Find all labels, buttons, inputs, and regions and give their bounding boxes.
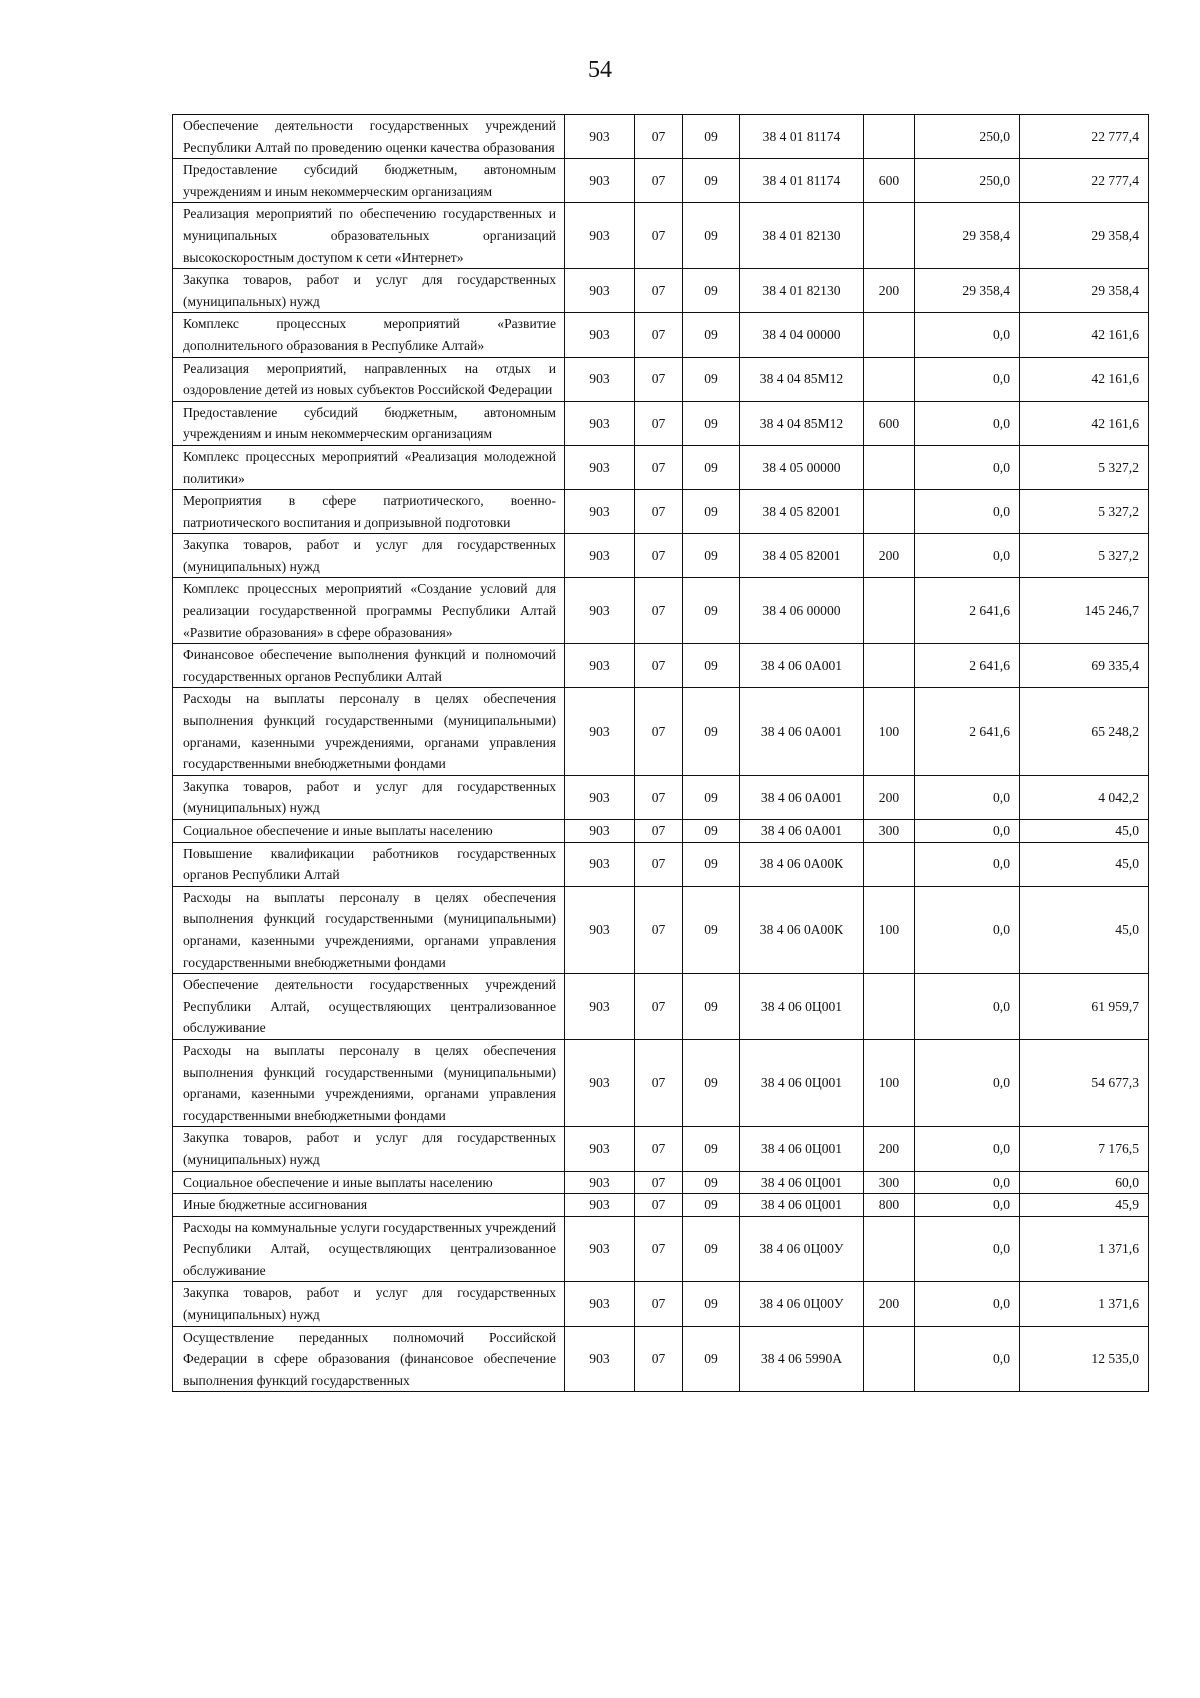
row-name-cell: Расходы на коммунальные услуги государственных учреждений Республики Алтай, осуществляющих централизованное обслуживание [173, 1216, 565, 1282]
row-expense-type-cell [864, 974, 915, 1040]
row-expense-type-cell: 100 [864, 688, 915, 775]
row-section-cell: 07 [635, 886, 683, 973]
row-target-article-cell: 38 4 06 0Ц00У [740, 1216, 864, 1282]
row-name-cell: Закупка товаров, работ и услуг для государственных (муниципальных) нужд [173, 1282, 565, 1326]
row-subsection-cell: 09 [683, 490, 740, 534]
row-name-cell: Расходы на выплаты персоналу в целях обеспечения выполнения функций государственными (муниципальными) органами, казенными учреждениями, органами управления государственными внебюджетными фондами [173, 1039, 565, 1126]
row-section-cell: 07 [635, 1127, 683, 1171]
row-grbs-cell: 903 [565, 313, 635, 357]
row-amount-2-cell: 42 161,6 [1020, 357, 1149, 401]
row-target-article-cell: 38 4 01 81174 [740, 159, 864, 203]
row-amount-2-cell: 65 248,2 [1020, 688, 1149, 775]
row-target-article-cell: 38 4 01 82130 [740, 203, 864, 269]
row-subsection-cell: 09 [683, 1171, 740, 1194]
row-amount-2-cell: 5 327,2 [1020, 534, 1149, 578]
row-grbs-cell: 903 [565, 159, 635, 203]
row-amount-1-cell: 0,0 [915, 1127, 1020, 1171]
row-name-cell: Реализация мероприятий, направленных на отдых и оздоровление детей из новых субъектов Российской Федерации [173, 357, 565, 401]
row-expense-type-cell [864, 1216, 915, 1282]
row-target-article-cell: 38 4 06 0А001 [740, 644, 864, 688]
row-amount-1-cell: 0,0 [915, 974, 1020, 1040]
row-subsection-cell: 09 [683, 401, 740, 445]
row-target-article-cell: 38 4 06 0Ц001 [740, 1127, 864, 1171]
row-subsection-cell: 09 [683, 313, 740, 357]
row-expense-type-cell: 200 [864, 1127, 915, 1171]
row-expense-type-cell [864, 490, 915, 534]
row-target-article-cell: 38 4 06 0А001 [740, 820, 864, 843]
row-target-article-cell: 38 4 01 81174 [740, 115, 864, 159]
row-expense-type-cell: 200 [864, 775, 915, 819]
row-subsection-cell: 09 [683, 1216, 740, 1282]
row-target-article-cell: 38 4 06 0А001 [740, 775, 864, 819]
row-amount-1-cell: 0,0 [915, 886, 1020, 973]
row-expense-type-cell: 300 [864, 820, 915, 843]
row-section-cell: 07 [635, 490, 683, 534]
budget-table [172, 114, 1149, 1392]
table-row [173, 688, 1149, 775]
table-row [173, 1282, 1149, 1326]
row-subsection-cell: 09 [683, 357, 740, 401]
row-amount-2-cell: 29 358,4 [1020, 269, 1149, 313]
row-amount-1-cell: 0,0 [915, 775, 1020, 819]
row-grbs-cell: 903 [565, 1194, 635, 1217]
table-row [173, 644, 1149, 688]
row-subsection-cell: 09 [683, 820, 740, 843]
row-expense-type-cell: 200 [864, 1282, 915, 1326]
row-amount-1-cell: 250,0 [915, 159, 1020, 203]
row-amount-2-cell: 12 535,0 [1020, 1326, 1149, 1392]
row-subsection-cell: 09 [683, 644, 740, 688]
table-row [173, 820, 1149, 843]
row-grbs-cell: 903 [565, 203, 635, 269]
row-expense-type-cell [864, 115, 915, 159]
table-row [173, 974, 1149, 1040]
row-subsection-cell: 09 [683, 1282, 740, 1326]
row-amount-1-cell: 250,0 [915, 115, 1020, 159]
row-subsection-cell: 09 [683, 1039, 740, 1126]
row-amount-1-cell: 2 641,6 [915, 688, 1020, 775]
row-expense-type-cell [864, 445, 915, 489]
row-target-article-cell: 38 4 04 85М12 [740, 401, 864, 445]
table-row [173, 578, 1149, 644]
row-section-cell: 07 [635, 820, 683, 843]
row-grbs-cell: 903 [565, 401, 635, 445]
table-row [173, 159, 1149, 203]
row-amount-1-cell: 0,0 [915, 1194, 1020, 1217]
row-amount-1-cell: 0,0 [915, 820, 1020, 843]
table-row [173, 445, 1149, 489]
row-expense-type-cell [864, 1326, 915, 1392]
row-amount-1-cell: 0,0 [915, 1326, 1020, 1392]
row-subsection-cell: 09 [683, 578, 740, 644]
row-section-cell: 07 [635, 313, 683, 357]
table-row [173, 313, 1149, 357]
row-target-article-cell: 38 4 06 5990А [740, 1326, 864, 1392]
table-row [173, 269, 1149, 313]
row-subsection-cell: 09 [683, 269, 740, 313]
row-name-cell: Иные бюджетные ассигнования [173, 1194, 565, 1217]
row-grbs-cell: 903 [565, 578, 635, 644]
row-target-article-cell: 38 4 05 82001 [740, 490, 864, 534]
row-grbs-cell: 903 [565, 269, 635, 313]
row-subsection-cell: 09 [683, 775, 740, 819]
row-name-cell: Повышение квалификации работников государственных органов Республики Алтай [173, 842, 565, 886]
row-section-cell: 07 [635, 445, 683, 489]
row-name-cell: Мероприятия в сфере патриотического, военно-патриотического воспитания и допризывной подготовки [173, 490, 565, 534]
row-name-cell: Предоставление субсидий бюджетным, автономным учреждениям и иным некоммерческим организациям [173, 159, 565, 203]
row-name-cell: Социальное обеспечение и иные выплаты населению [173, 1171, 565, 1194]
row-grbs-cell: 903 [565, 357, 635, 401]
table-row [173, 357, 1149, 401]
row-section-cell: 07 [635, 357, 683, 401]
row-amount-1-cell: 2 641,6 [915, 578, 1020, 644]
page-number: 54 [588, 57, 612, 83]
row-expense-type-cell [864, 578, 915, 644]
row-target-article-cell: 38 4 06 0Ц00У [740, 1282, 864, 1326]
row-section-cell: 07 [635, 1326, 683, 1392]
table-row [173, 1039, 1149, 1126]
table-row [173, 1216, 1149, 1282]
row-amount-1-cell: 0,0 [915, 1171, 1020, 1194]
row-name-cell: Социальное обеспечение и иные выплаты населению [173, 820, 565, 843]
row-amount-2-cell: 42 161,6 [1020, 313, 1149, 357]
row-name-cell: Закупка товаров, работ и услуг для государственных (муниципальных) нужд [173, 269, 565, 313]
row-amount-2-cell: 22 777,4 [1020, 115, 1149, 159]
row-expense-type-cell [864, 313, 915, 357]
row-amount-1-cell: 0,0 [915, 357, 1020, 401]
row-amount-1-cell: 0,0 [915, 534, 1020, 578]
budget-table-body [173, 115, 1149, 1392]
row-expense-type-cell: 300 [864, 1171, 915, 1194]
table-row [173, 115, 1149, 159]
row-section-cell: 07 [635, 842, 683, 886]
table-row [173, 203, 1149, 269]
row-target-article-cell: 38 4 06 0Ц001 [740, 1039, 864, 1126]
row-amount-1-cell: 2 641,6 [915, 644, 1020, 688]
row-name-cell: Обеспечение деятельности государственных учреждений Республики Алтай, осуществляющих централизованное обслуживание [173, 974, 565, 1040]
row-section-cell: 07 [635, 203, 683, 269]
row-name-cell: Реализация мероприятий по обеспечению государственных и муниципальных образовательных организаций высокоскоростным доступом к сети «Интернет» [173, 203, 565, 269]
row-amount-2-cell: 22 777,4 [1020, 159, 1149, 203]
row-grbs-cell: 903 [565, 1216, 635, 1282]
row-target-article-cell: 38 4 06 0Ц001 [740, 1194, 864, 1217]
row-section-cell: 07 [635, 974, 683, 1040]
row-amount-2-cell: 5 327,2 [1020, 445, 1149, 489]
row-section-cell: 07 [635, 115, 683, 159]
row-section-cell: 07 [635, 644, 683, 688]
row-target-article-cell: 38 4 05 82001 [740, 534, 864, 578]
row-subsection-cell: 09 [683, 1127, 740, 1171]
row-grbs-cell: 903 [565, 842, 635, 886]
row-amount-2-cell: 42 161,6 [1020, 401, 1149, 445]
row-name-cell: Комплекс процессных мероприятий «Создание условий для реализации государственной программы Республики Алтай «Развитие образования» в сфере образования» [173, 578, 565, 644]
row-expense-type-cell [864, 842, 915, 886]
row-subsection-cell: 09 [683, 159, 740, 203]
row-name-cell: Комплекс процессных мероприятий «Реализация молодежной политики» [173, 445, 565, 489]
table-row [173, 775, 1149, 819]
table-row [173, 1194, 1149, 1217]
table-row [173, 1171, 1149, 1194]
row-amount-2-cell: 1 371,6 [1020, 1216, 1149, 1282]
table-row [173, 1127, 1149, 1171]
row-amount-2-cell: 7 176,5 [1020, 1127, 1149, 1171]
row-expense-type-cell: 800 [864, 1194, 915, 1217]
row-name-cell: Расходы на выплаты персоналу в целях обеспечения выполнения функций государственными (муниципальными) органами, казенными учреждениями, органами управления государственными внебюджетными фондами [173, 886, 565, 973]
row-amount-1-cell: 29 358,4 [915, 203, 1020, 269]
row-section-cell: 07 [635, 159, 683, 203]
row-amount-2-cell: 4 042,2 [1020, 775, 1149, 819]
row-subsection-cell: 09 [683, 886, 740, 973]
row-grbs-cell: 903 [565, 1326, 635, 1392]
row-target-article-cell: 38 4 06 0Ц001 [740, 974, 864, 1040]
row-name-cell: Комплекс процессных мероприятий «Развитие дополнительного образования в Республике Алтай» [173, 313, 565, 357]
row-section-cell: 07 [635, 688, 683, 775]
table-row [173, 401, 1149, 445]
row-section-cell: 07 [635, 1216, 683, 1282]
row-amount-1-cell: 0,0 [915, 1216, 1020, 1282]
row-amount-1-cell: 0,0 [915, 445, 1020, 489]
row-grbs-cell: 903 [565, 1127, 635, 1171]
row-subsection-cell: 09 [683, 1194, 740, 1217]
row-grbs-cell: 903 [565, 886, 635, 973]
row-section-cell: 07 [635, 534, 683, 578]
row-subsection-cell: 09 [683, 974, 740, 1040]
row-amount-2-cell: 45,0 [1020, 842, 1149, 886]
row-section-cell: 07 [635, 775, 683, 819]
row-grbs-cell: 903 [565, 775, 635, 819]
row-section-cell: 07 [635, 1194, 683, 1217]
row-grbs-cell: 903 [565, 490, 635, 534]
row-amount-2-cell: 54 677,3 [1020, 1039, 1149, 1126]
row-subsection-cell: 09 [683, 842, 740, 886]
row-target-article-cell: 38 4 06 0Ц001 [740, 1171, 864, 1194]
row-expense-type-cell: 200 [864, 269, 915, 313]
table-row [173, 490, 1149, 534]
row-name-cell: Предоставление субсидий бюджетным, автономным учреждениям и иным некоммерческим организациям [173, 401, 565, 445]
row-section-cell: 07 [635, 401, 683, 445]
row-amount-1-cell: 29 358,4 [915, 269, 1020, 313]
row-amount-1-cell: 0,0 [915, 842, 1020, 886]
table-row [173, 534, 1149, 578]
row-expense-type-cell: 200 [864, 534, 915, 578]
row-name-cell: Закупка товаров, работ и услуг для государственных (муниципальных) нужд [173, 534, 565, 578]
row-name-cell: Осуществление переданных полномочий Российской Федерации в сфере образования (финансовое обеспечение выполнения функций государственных [173, 1326, 565, 1392]
row-grbs-cell: 903 [565, 820, 635, 843]
row-amount-2-cell: 29 358,4 [1020, 203, 1149, 269]
row-name-cell: Финансовое обеспечение выполнения функций и полномочий государственных органов Республики Алтай [173, 644, 565, 688]
row-amount-2-cell: 145 246,7 [1020, 578, 1149, 644]
row-target-article-cell: 38 4 05 00000 [740, 445, 864, 489]
row-grbs-cell: 903 [565, 115, 635, 159]
row-amount-2-cell: 61 959,7 [1020, 974, 1149, 1040]
row-amount-2-cell: 69 335,4 [1020, 644, 1149, 688]
table-row [173, 842, 1149, 886]
row-subsection-cell: 09 [683, 203, 740, 269]
row-section-cell: 07 [635, 578, 683, 644]
row-amount-2-cell: 45,9 [1020, 1194, 1149, 1217]
row-target-article-cell: 38 4 06 0А00К [740, 842, 864, 886]
row-expense-type-cell [864, 203, 915, 269]
row-subsection-cell: 09 [683, 115, 740, 159]
table-row [173, 1326, 1149, 1392]
row-section-cell: 07 [635, 269, 683, 313]
row-target-article-cell: 38 4 04 85М12 [740, 357, 864, 401]
row-target-article-cell: 38 4 04 00000 [740, 313, 864, 357]
row-grbs-cell: 903 [565, 445, 635, 489]
table-row [173, 886, 1149, 973]
row-section-cell: 07 [635, 1171, 683, 1194]
row-amount-1-cell: 0,0 [915, 313, 1020, 357]
row-target-article-cell: 38 4 06 0А00К [740, 886, 864, 973]
row-grbs-cell: 903 [565, 1039, 635, 1126]
row-grbs-cell: 903 [565, 1171, 635, 1194]
row-grbs-cell: 903 [565, 534, 635, 578]
row-grbs-cell: 903 [565, 974, 635, 1040]
row-amount-1-cell: 0,0 [915, 1282, 1020, 1326]
row-subsection-cell: 09 [683, 688, 740, 775]
row-expense-type-cell: 600 [864, 401, 915, 445]
row-name-cell: Закупка товаров, работ и услуг для государственных (муниципальных) нужд [173, 1127, 565, 1171]
row-amount-2-cell: 45,0 [1020, 820, 1149, 843]
row-amount-1-cell: 0,0 [915, 401, 1020, 445]
row-target-article-cell: 38 4 06 00000 [740, 578, 864, 644]
row-expense-type-cell [864, 644, 915, 688]
row-target-article-cell: 38 4 06 0А001 [740, 688, 864, 775]
row-expense-type-cell: 100 [864, 1039, 915, 1126]
row-section-cell: 07 [635, 1039, 683, 1126]
row-name-cell: Обеспечение деятельности государственных учреждений Республики Алтай по проведению оценки качества образования [173, 115, 565, 159]
row-target-article-cell: 38 4 01 82130 [740, 269, 864, 313]
row-name-cell: Расходы на выплаты персоналу в целях обеспечения выполнения функций государственными (муниципальными) органами, казенными учреждениями, органами управления государственными внебюджетными фондами [173, 688, 565, 775]
row-subsection-cell: 09 [683, 534, 740, 578]
row-expense-type-cell: 600 [864, 159, 915, 203]
row-amount-1-cell: 0,0 [915, 490, 1020, 534]
row-grbs-cell: 903 [565, 644, 635, 688]
row-section-cell: 07 [635, 1282, 683, 1326]
row-grbs-cell: 903 [565, 1282, 635, 1326]
row-grbs-cell: 903 [565, 688, 635, 775]
row-expense-type-cell [864, 357, 915, 401]
row-amount-1-cell: 0,0 [915, 1039, 1020, 1126]
row-amount-2-cell: 60,0 [1020, 1171, 1149, 1194]
row-expense-type-cell: 100 [864, 886, 915, 973]
row-subsection-cell: 09 [683, 1326, 740, 1392]
row-subsection-cell: 09 [683, 445, 740, 489]
row-name-cell: Закупка товаров, работ и услуг для государственных (муниципальных) нужд [173, 775, 565, 819]
row-amount-2-cell: 45,0 [1020, 886, 1149, 973]
row-amount-2-cell: 1 371,6 [1020, 1282, 1149, 1326]
row-amount-2-cell: 5 327,2 [1020, 490, 1149, 534]
